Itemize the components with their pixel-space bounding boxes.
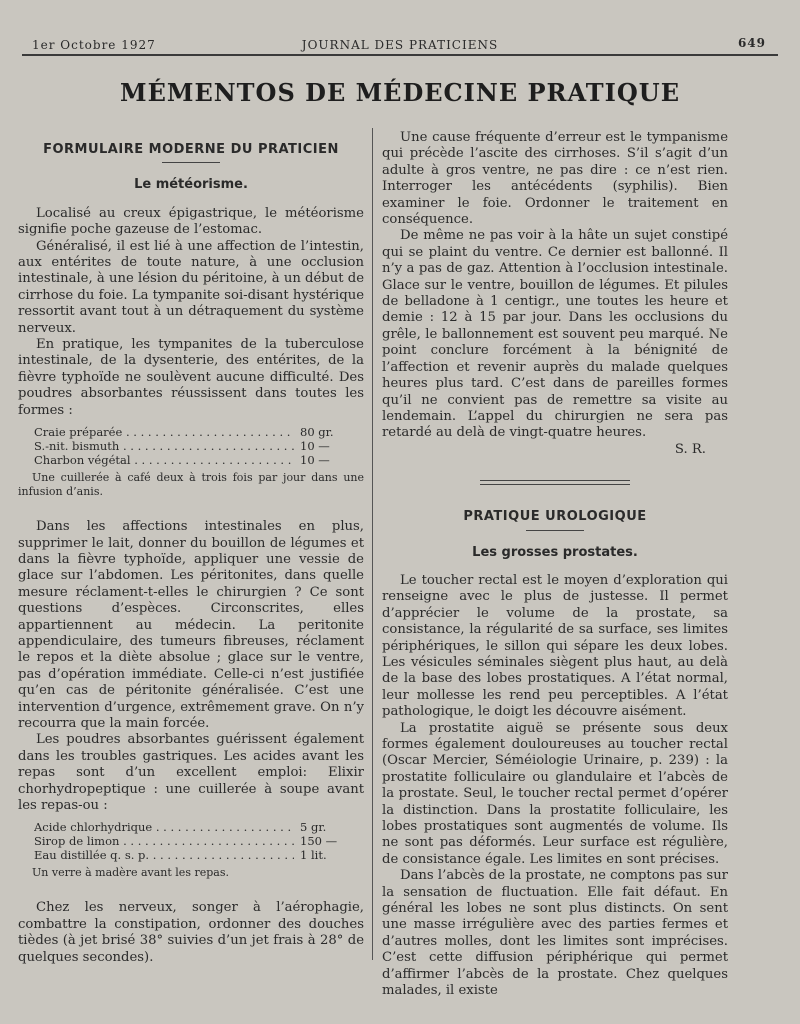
paragraph: Dans l’abcès de la prostate, ne comptons pas sur la sensation de fluctuation. Elle fait défaut. En général les lobes ne sont plus distincts. On sent une masse irrégulière avec des parties fermes et d’autres molles, dont les limites sont imprécises. C’est cette diffusion périphérique qui permet d’affirmer l’abcès de la prostate. Chez quelques malades, il existe — [382, 868, 728, 999]
ingredient: Sirop de limon . . . — [34, 834, 294, 848]
section-heading-formulaire: FORMULAIRE MODERNE DU PRATICIEN — [43, 142, 339, 157]
column-divider — [372, 128, 373, 960]
ingredient: S.-nit. bismuth . . . — [34, 439, 294, 453]
prescription-2 — [34, 820, 364, 862]
page-number: 649 — [737, 36, 766, 50]
ingredient: Eau distillée q. s. p. . . . — [34, 848, 294, 862]
article-title-prostates: Les grosses prostates. — [472, 544, 638, 560]
issue-date: 1er Octobre 1927 — [32, 38, 156, 52]
prescription-line — [34, 453, 364, 467]
ingredient: Charbon végétal . . . — [34, 453, 294, 467]
dose: 10 — — [300, 453, 330, 468]
prescription-note: Un verre à madère avant les repas. — [32, 866, 229, 880]
prescription-line — [34, 820, 364, 834]
dose: 80 gr. — [300, 425, 334, 440]
section-rule — [162, 162, 220, 163]
section-heading-urologique: PRATIQUE UROLOGIQUE — [463, 509, 647, 525]
paragraph: La prostatite aiguë se présente sous deux formes également douloureuses au toucher rectal (Oscar Mercier, Séméiologie Urinaire, p. 239) : la prostatite folliculaire ou glandulaire et l’abcès de la prostate. Seul, le toucher rectal permet d’opérer la distinction. Dans la prostatite folliculaire, les lobes prostatiques sont augmentés de volume. Ils ne sont pas déformés. Leur surface est régulière, de consistance égale. Les limites en sont précises. — [382, 720, 728, 867]
page-title: MÉMENTOS DE MÉDECINE PRATIQUE — [120, 78, 680, 107]
right-column — [382, 130, 728, 1000]
paragraph: Une cause fréquente d’erreur est le tympanisme qui précède l’ascite des cirrhoses. S’il s’agit d’un adulte à gros ventre, ne pas dire : ce n’est rien. Interroger les antécédents (syphilis). Bien examiner le foie. Ordonner le traitement en conséquence. — [382, 130, 728, 228]
paragraph: Généralisé, il est lié à une affection de l’intestin, aux entérites de toute nature, à une occlusion intestinale, à une lésion du péritoine, à un début de cirrhose du foie. La tympanite soi-disant hystérique ressortit avant tout à un détraquement du système nerveux. — [18, 238, 364, 336]
left-column — [18, 130, 364, 966]
dose: 1 lit. — [300, 848, 327, 863]
journal-name: JOURNAL DES PRATICIENS — [301, 38, 499, 52]
ingredient: Craie préparée . . . — [34, 425, 294, 439]
prescription-line — [34, 834, 364, 848]
paragraph: Dans les affections intestinales en plus, supprimer le lait, donner du bouillon de légumes et dans la fièvre typhoïde, appliquer une vessie de glace sur l’abdomen. Les péritonites, dans quelle mesure réclament-t-elles le chirurgien ? Ce sont questions d’espèces. Circonscrites, elles appartiennent au médecin. La peritonite appendiculaire, des tumeurs fibreuses, réclament le repos et la diète absolue ; glace sur le ventre, pas d’opération immédiate. Celle-ci n’est justifiée qu’en cas de péritonite généralisée. C’est une intervention d’urgence, extrêmement grave. On n’y recourra que la main forcée. — [18, 519, 364, 731]
prescription-line — [34, 848, 364, 862]
prescription-line — [34, 439, 364, 453]
ingredient: Acide chlorhydrique . . . — [34, 820, 294, 834]
paragraph: Localisé au creux épigastrique, le météorisme signifie poche gazeuse de l’estomac. — [18, 205, 364, 238]
paragraph: De même ne pas voir à la hâte un sujet constipé qui se plaint du ventre. Ce dernier est ballonné. Il n’y a pas de gaz. Attention à l’occlusion intestinale. Glace sur le ventre, bouillon de légumes. Et pilules de belladone à 1 centigr., une toutes les heure et demie : 12 à 15 par jour. Dans les occlusions du grêle, le ballonnement est souvent peu marqué. Ne point conclure forcément à la bénignité de l’affection et revenir auprès du malade quelques heures plus tard. C’est dans de pareilles formes qu’il ne convient pas de remettre sa visite au lendemain. L’appel du chirurgien ne sera pas retardé au delà de vingt-quatre heures. — [382, 228, 728, 441]
section-rule — [526, 530, 584, 531]
dose: 5 gr. — [300, 820, 327, 835]
author-signature: S. R. — [674, 441, 706, 457]
paragraph: Chez les nerveux, songer à l’aérophagie, combattre la constipation, ordonner des douches tièdes (à jet brisé 38° suivies d’un jet frais à 28° de quelques secondes). — [18, 900, 364, 965]
article-title-meteorisme: Le météorisme. — [134, 177, 248, 193]
paragraph: Les poudres absorbantes guérissent également dans les troubles gastriques. Les acides avant les repas sont d’un excellent emploi: Elixir chorhydropeptique : une cuillerée à soupe avant les repas-ou : — [18, 732, 364, 813]
prescription-1 — [34, 425, 364, 467]
dose: 10 — — [300, 439, 330, 454]
dose: 150 — — [300, 834, 338, 849]
section-double-rule — [480, 480, 630, 485]
running-head — [22, 34, 778, 56]
prescription-note: Une cuillerée à café deux à trois fois par jour dans une infusion d’anis. — [18, 471, 364, 499]
prescription-line — [34, 425, 364, 439]
paragraph: En pratique, les tympanites de la tuberculose intestinale, de la dysenterie, des entérites, de la fièvre typhoïde ne soulèvent aucune difficulté. Des poudres absorbantes réussissent dans toutes les formes : — [18, 337, 364, 418]
paragraph: Le toucher rectal est le moyen d’exploration qui renseigne avec le plus de justesse. Il permet d’apprécier le volume de la prostate, sa consistance, la régularité de sa surface, ses limites périphériques, le sillon qui sépare les deux lobes. Les vésicules séminales siègent plus haut, au delà de la base des lobes prostatiques. A l’état normal, leur mollesse les rend peu perceptibles. A l’état pathologique, le doigt les découvre aisément. — [382, 572, 728, 720]
